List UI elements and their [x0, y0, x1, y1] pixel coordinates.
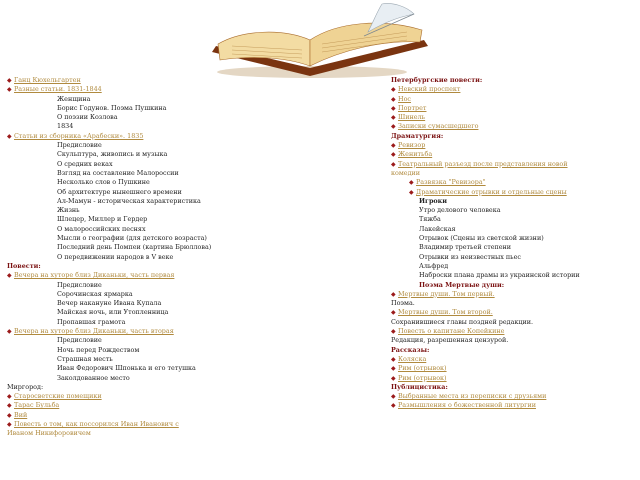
list-item: ◆ Вечера на хуторе близ Диканьки, часть вторая [7, 327, 174, 336]
link-viy[interactable]: Вий [14, 410, 28, 419]
link-old-world-landowners[interactable]: Старосветские помещики [14, 392, 102, 401]
list-item: ◆ Женитьба [391, 150, 433, 159]
list-item: ◆ Разные статьи. 1831-1844 [7, 85, 102, 94]
list-item: ◆ Статьи из сборника «Арабески». 1835 [7, 131, 144, 140]
link-nevsky[interactable]: Невский проспект [398, 85, 461, 94]
list-item: Ал-Мамун - историческая характеристика [57, 196, 201, 205]
left-column [7, 76, 307, 439]
list-item: Жизнь [57, 206, 80, 215]
list-item: Альфред [419, 261, 449, 270]
list-item: О средних веках [57, 159, 113, 168]
link-rome-2[interactable]: Рим (отрывок) [398, 373, 447, 382]
list-item: ◆ Ревизор [391, 141, 426, 150]
link-nose[interactable]: Нос [398, 94, 411, 103]
list-item: Лакейская [419, 224, 456, 233]
link-evenings-part1[interactable]: Вечера на хуторе близ Диканьки, часть первая [14, 271, 175, 280]
link-carriage[interactable]: Коляска [398, 354, 427, 363]
section-heading: Петербургские повести: [391, 76, 483, 84]
link-overcoat[interactable]: Шинель [398, 113, 426, 122]
link-dead-souls-2[interactable]: Мертвые души. Том второй. [398, 308, 493, 317]
list-item: ◆ Тарас Бульба [7, 401, 60, 410]
list-item: Утро делового человека [419, 206, 501, 215]
list-item: О передвижении народов в V веке [57, 252, 174, 261]
list-item: Наброски плана драмы из украинской истории [419, 271, 580, 280]
list-item: Майская ночь, или Утопленница [57, 308, 169, 317]
link-arabesques[interactable]: Статьи из сборника «Арабески». 1835 [14, 131, 144, 140]
list-item: ◆ Коляска [391, 354, 427, 363]
list-item: Мысли о географии (для детского возраста) [57, 234, 207, 243]
section-heading: Публицистика: [391, 382, 448, 391]
link-rome-1[interactable]: Рим (отрывок) [398, 364, 447, 373]
link-ganz[interactable]: Ганц Кюхельгартен [14, 76, 81, 84]
list-item: ◆ Портрет [391, 103, 427, 112]
link-denouement[interactable]: Развязка "Ревизора" [416, 178, 486, 187]
list-item: Заколдованное место [57, 373, 130, 382]
list-item: ◆ Шинель [391, 113, 426, 122]
list-item: Пропавшая грамота [57, 317, 126, 326]
link-dead-souls-1[interactable]: Мертвые души. Том первый. [398, 289, 495, 298]
list-item: ◆ Нос [391, 94, 411, 103]
list-item: ◆ Старосветские помещики [7, 392, 102, 401]
list-item: ◆ Театральный разъезд после представления новой [391, 159, 568, 168]
section-heading: Рассказы: [391, 345, 430, 354]
list-item: Поэма. [391, 299, 415, 308]
list-item: ◆ Выбранные места из переписки с друзьями [391, 392, 547, 401]
link-liturgy[interactable]: Размышления о божественной литургии [398, 401, 536, 410]
list-item: О поэзии Козлова [57, 113, 118, 122]
section-heading: Драматургия: [391, 131, 444, 140]
list-item: ◆ Повесть о капитане Копейкине [391, 327, 505, 336]
list-item: Владимир третьей степени [419, 243, 512, 252]
list-item: О малороссийских песнях [57, 224, 146, 233]
list-item: Вечер накануне Ивана Купала [57, 299, 162, 308]
list-item: ◆ Драматические отрывки и отдельные сцены [409, 187, 567, 196]
list-item: Шлецер, Миллер и Гердер [57, 215, 148, 224]
list-item: Предисловие [57, 141, 102, 150]
list-item: ◆ Мертвые души. Том второй. [391, 308, 493, 317]
link-taras-bulba[interactable]: Тарас Бульба [14, 401, 60, 410]
link-inspector[interactable]: Ревизор [398, 141, 426, 150]
link-marriage[interactable]: Женитьба [398, 150, 433, 159]
link-evenings-part2[interactable]: Вечера на хуторе близ Диканьки, часть вторая [14, 327, 174, 336]
list-item: Последний день Помпеи (картина Брюллова) [57, 243, 212, 252]
list-item: Женщина [57, 94, 91, 103]
list-item: ◆ Повесть о том, как поссорился Иван Иванович с [7, 419, 179, 428]
list-item: Борис Годунов. Поэма Пушкина [57, 103, 167, 112]
list-item: 1834 [57, 122, 74, 131]
list-item: ◆ Мертвые души. Том первый. [391, 289, 495, 298]
list-item: Игроки [419, 196, 448, 205]
list-item: Сохранившиеся главы поздней редакции. [391, 317, 534, 326]
list-item: Тяжба [419, 215, 441, 224]
list-item: Об архитектуре нынешнего времени [57, 187, 182, 196]
list-item: ◆ Рим (отрывок) [391, 364, 447, 373]
list-item: ◆ Невский проспект [391, 85, 461, 94]
section-heading: Поэма Мертвые души: [419, 280, 505, 289]
list-item: Отрывки из неизвестных пьес [419, 252, 521, 261]
link-selected-passages[interactable]: Выбранные места из переписки с друзьями [398, 392, 547, 401]
link-madman[interactable]: Записки сумасшедшего [398, 122, 479, 131]
link-portrait[interactable]: Портрет [398, 103, 427, 112]
section-heading: Миргород: [7, 382, 44, 391]
link-dramatic-fragments[interactable]: Драматические отрывки и отдельные сцены [416, 187, 567, 196]
link-articles[interactable]: Разные статьи. 1831-1844 [14, 85, 102, 94]
list-item: Предисловие [57, 280, 102, 289]
list-item: Страшная месть [57, 354, 113, 363]
list-item: Скульптура, живопись и музыка [57, 150, 168, 159]
list-item: Несколько слов о Пушкине [57, 178, 150, 187]
list-item: Редакция, разрешенная цензурой. [391, 336, 509, 345]
link-two-ivans[interactable]: Повесть о том, как поссорился Иван Иванович с [14, 419, 179, 428]
list-item: ◆ Рим (отрывок) [391, 373, 447, 382]
list-item: ◆ Записки сумасшедшего [391, 122, 479, 131]
list-item: ◆ Развязка "Ревизора" [409, 178, 486, 187]
link-theatre-exit[interactable]: Театральный разъезд после представления новой [398, 159, 568, 168]
list-item: ◆ Вий [7, 410, 28, 419]
open-book-with-quill-icon [192, 0, 452, 78]
list-item: ◆ Размышления о божественной литургии [391, 401, 536, 410]
link-kopeikin[interactable]: Повесть о капитане Копейкине [398, 327, 505, 336]
list-item: Иван Федорович Шпонька и его тетушка [57, 364, 196, 373]
list-item: ◆ Вечера на хуторе близ Диканьки, часть первая [7, 271, 175, 280]
list-item: Взгляд на составление Малороссии [57, 168, 179, 177]
list-item: Сорочинская ярмарка [57, 289, 133, 298]
link-theatre-exit-cont[interactable]: комедии [391, 168, 421, 177]
list-item: ◆ Ганц Кюхельгартен [7, 76, 81, 84]
section-heading: Повести: [7, 261, 41, 270]
list-item: Предисловие [57, 336, 102, 345]
right-column [391, 76, 636, 411]
list-item: Ночь перед Рождеством [57, 345, 140, 354]
list-item: Отрывок (Сцены из светской жизни) [419, 234, 544, 243]
link-two-ivans-cont[interactable]: Иваном Никифоровичем [7, 429, 91, 438]
